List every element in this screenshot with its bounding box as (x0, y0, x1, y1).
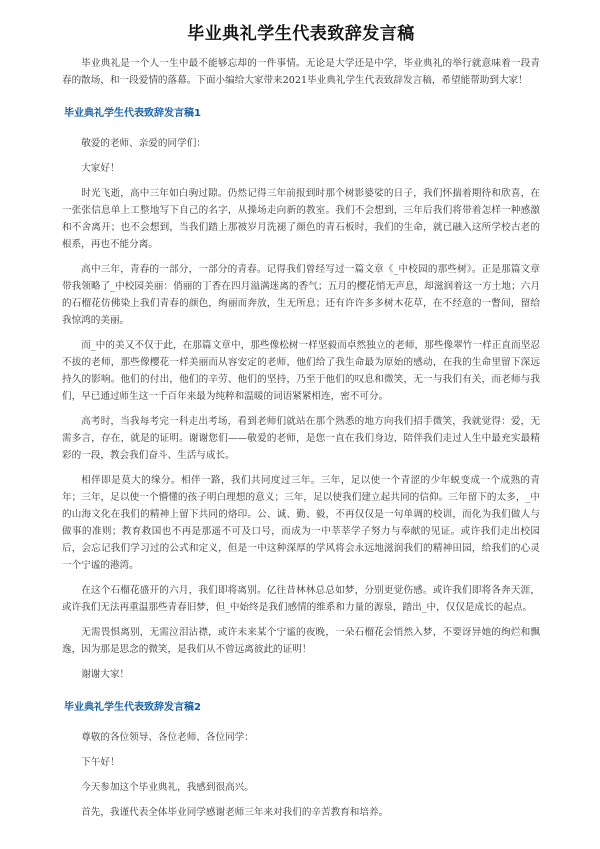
s2-paragraph-4: 首先，我谨代表全体毕业同学感谢老师三年来对我们的辛苦教育和培养。 (81, 807, 389, 818)
s1-greeting: 大家好！ (81, 163, 120, 174)
intro-paragraph: 毕业典礼是一个人一生中最不能够忘却的一件事情。无论是大学还是中学，毕业典礼的举行就意味着一段青春的散场，和一段爱情的落幕。下面小编给大家带来2021毕业典礼学生代表致辞发言稿，希望能帮助到大家！ (62, 58, 540, 86)
s1-paragraph-8: 在这个石榴花盛开的六月，我们即将离别。亿往昔林林总总如梦，分别更觉伤感。或许我们即将各奔天涯，或许我们无法再重温那些青春旧梦，但_中始终是我们感情的维系和力量的源泉，踏出_中，仅仅是成长的起点。 (62, 585, 540, 613)
s1-paragraph-3: 时光飞逝，高中三年如白驹过隙。仍然记得三年前报到时那个树影婆娑的日子，我们怀揣着期待和欣喜，在一张张信息单上工整地写下自己的名字，从操场走向新的教室。我们不会想到，三年后我们将带着怎样一种感激和不舍离开；也不会想到，当我们踏上那被岁月洗褪了颜色的青石板时，我们的生命，就已融入这所学校古老的根系，再也不能分离。 (62, 188, 540, 250)
s2-salutation: 尊敬的各位领导、各位老师、各位同学： (81, 732, 254, 743)
section-1-heading: 毕业典礼学生代表致辞发言稿1 (64, 108, 201, 119)
s1-paragraph-5: 而_中的美又不仅于此，在那篇文章中，那些像松树一样坚毅而卓然独立的老师，那些像翠竹一样正直而坚忍不拔的老师，那些像樱花一样美丽而从容安定的老师，他们给了我生命最为原始的感动，在我的生命里留下深远持久的影响。他们的付出，他们的辛劳、他们的坚持，乃至于他们的叹息和微笑，无一与我们有关，而老师与我们，早已通过师生这一千百年来最为纯粹和温暖的词语紧紧相连，密不可分。 (62, 340, 540, 402)
s1-paragraph-4: 高中三年，青春的一部分，一部分的青春。记得我们曾经写过一篇文章《_中校园的那些树》。正是那篇文章带我领略了_中校园美丽：俏丽的丁香在四月溢满迷离的香气；五月的樱花悄无声息，却滋润着这一方土地；六月的石榴花仿佛染上我们青春的颜色，绚丽而奔放，生无所息；还有许许多多树木花草，在不经意的一瞥间，留给我惊鸿的美丽。 (62, 264, 540, 326)
s2-greeting: 下午好！ (81, 757, 120, 768)
document-title: 毕业典礼学生代表致辞发言稿 (187, 24, 415, 44)
s1-closing: 谢谢大家！ (81, 669, 130, 680)
s1-salutation: 敬爱的老师、亲爱的同学们： (81, 138, 206, 149)
s1-paragraph-7: 相伴即是莫大的缘分。相伴一路，我们共同度过三年。三年，足以使一个青涩的少年蜕变成一个成熟的青年；三年，足以使一个懵懂的孩子明白理想的意义；三年，足以使我们建立起共同的信仰。三年留下的太多，_中的山海文化在我们的精神上留下共同的烙印。公、诚、勤、毅，不再仅仅是一句单调的校训，而化为我们做人与做事的准则；教育救国也不再是那遥不可及口号，而成为一中莘莘学子努力与奉献的见证。或许我们走出校园后，会忘记我们学习过的公式和定义，但是一中这种深厚的学风将会永远地滋润我们的精神田园，给我们的心灵一个宁谧的港湾。 (62, 475, 540, 571)
section-2-heading: 毕业典礼学生代表致辞发言稿2 (64, 702, 201, 713)
s1-paragraph-6: 高考时，当我每考完一科走出考场，看到老师们就站在那个熟悉的地方向我们招手微笑，我就觉得：爱，无需多言，存在，就是的证明。谢谢您们——敬爱的老师，是您一直在我们身边，陪伴我们走过人生中最充实最精彩的一段，教会我们奋斗、生活与成长。 (62, 416, 540, 461)
s2-paragraph-3: 今天参加这个毕业典礼，我感到很高兴。 (81, 782, 254, 793)
s1-paragraph-9: 无需畏惧离别，无需泣泪沾襟，或许未来某个宁谧的夜晚，一朵石榴花会悄然入梦，不要讶异她的绚烂和飘逸，因为那是思念的微笑，是我们从不曾远离彼此的证明！ (62, 627, 540, 655)
